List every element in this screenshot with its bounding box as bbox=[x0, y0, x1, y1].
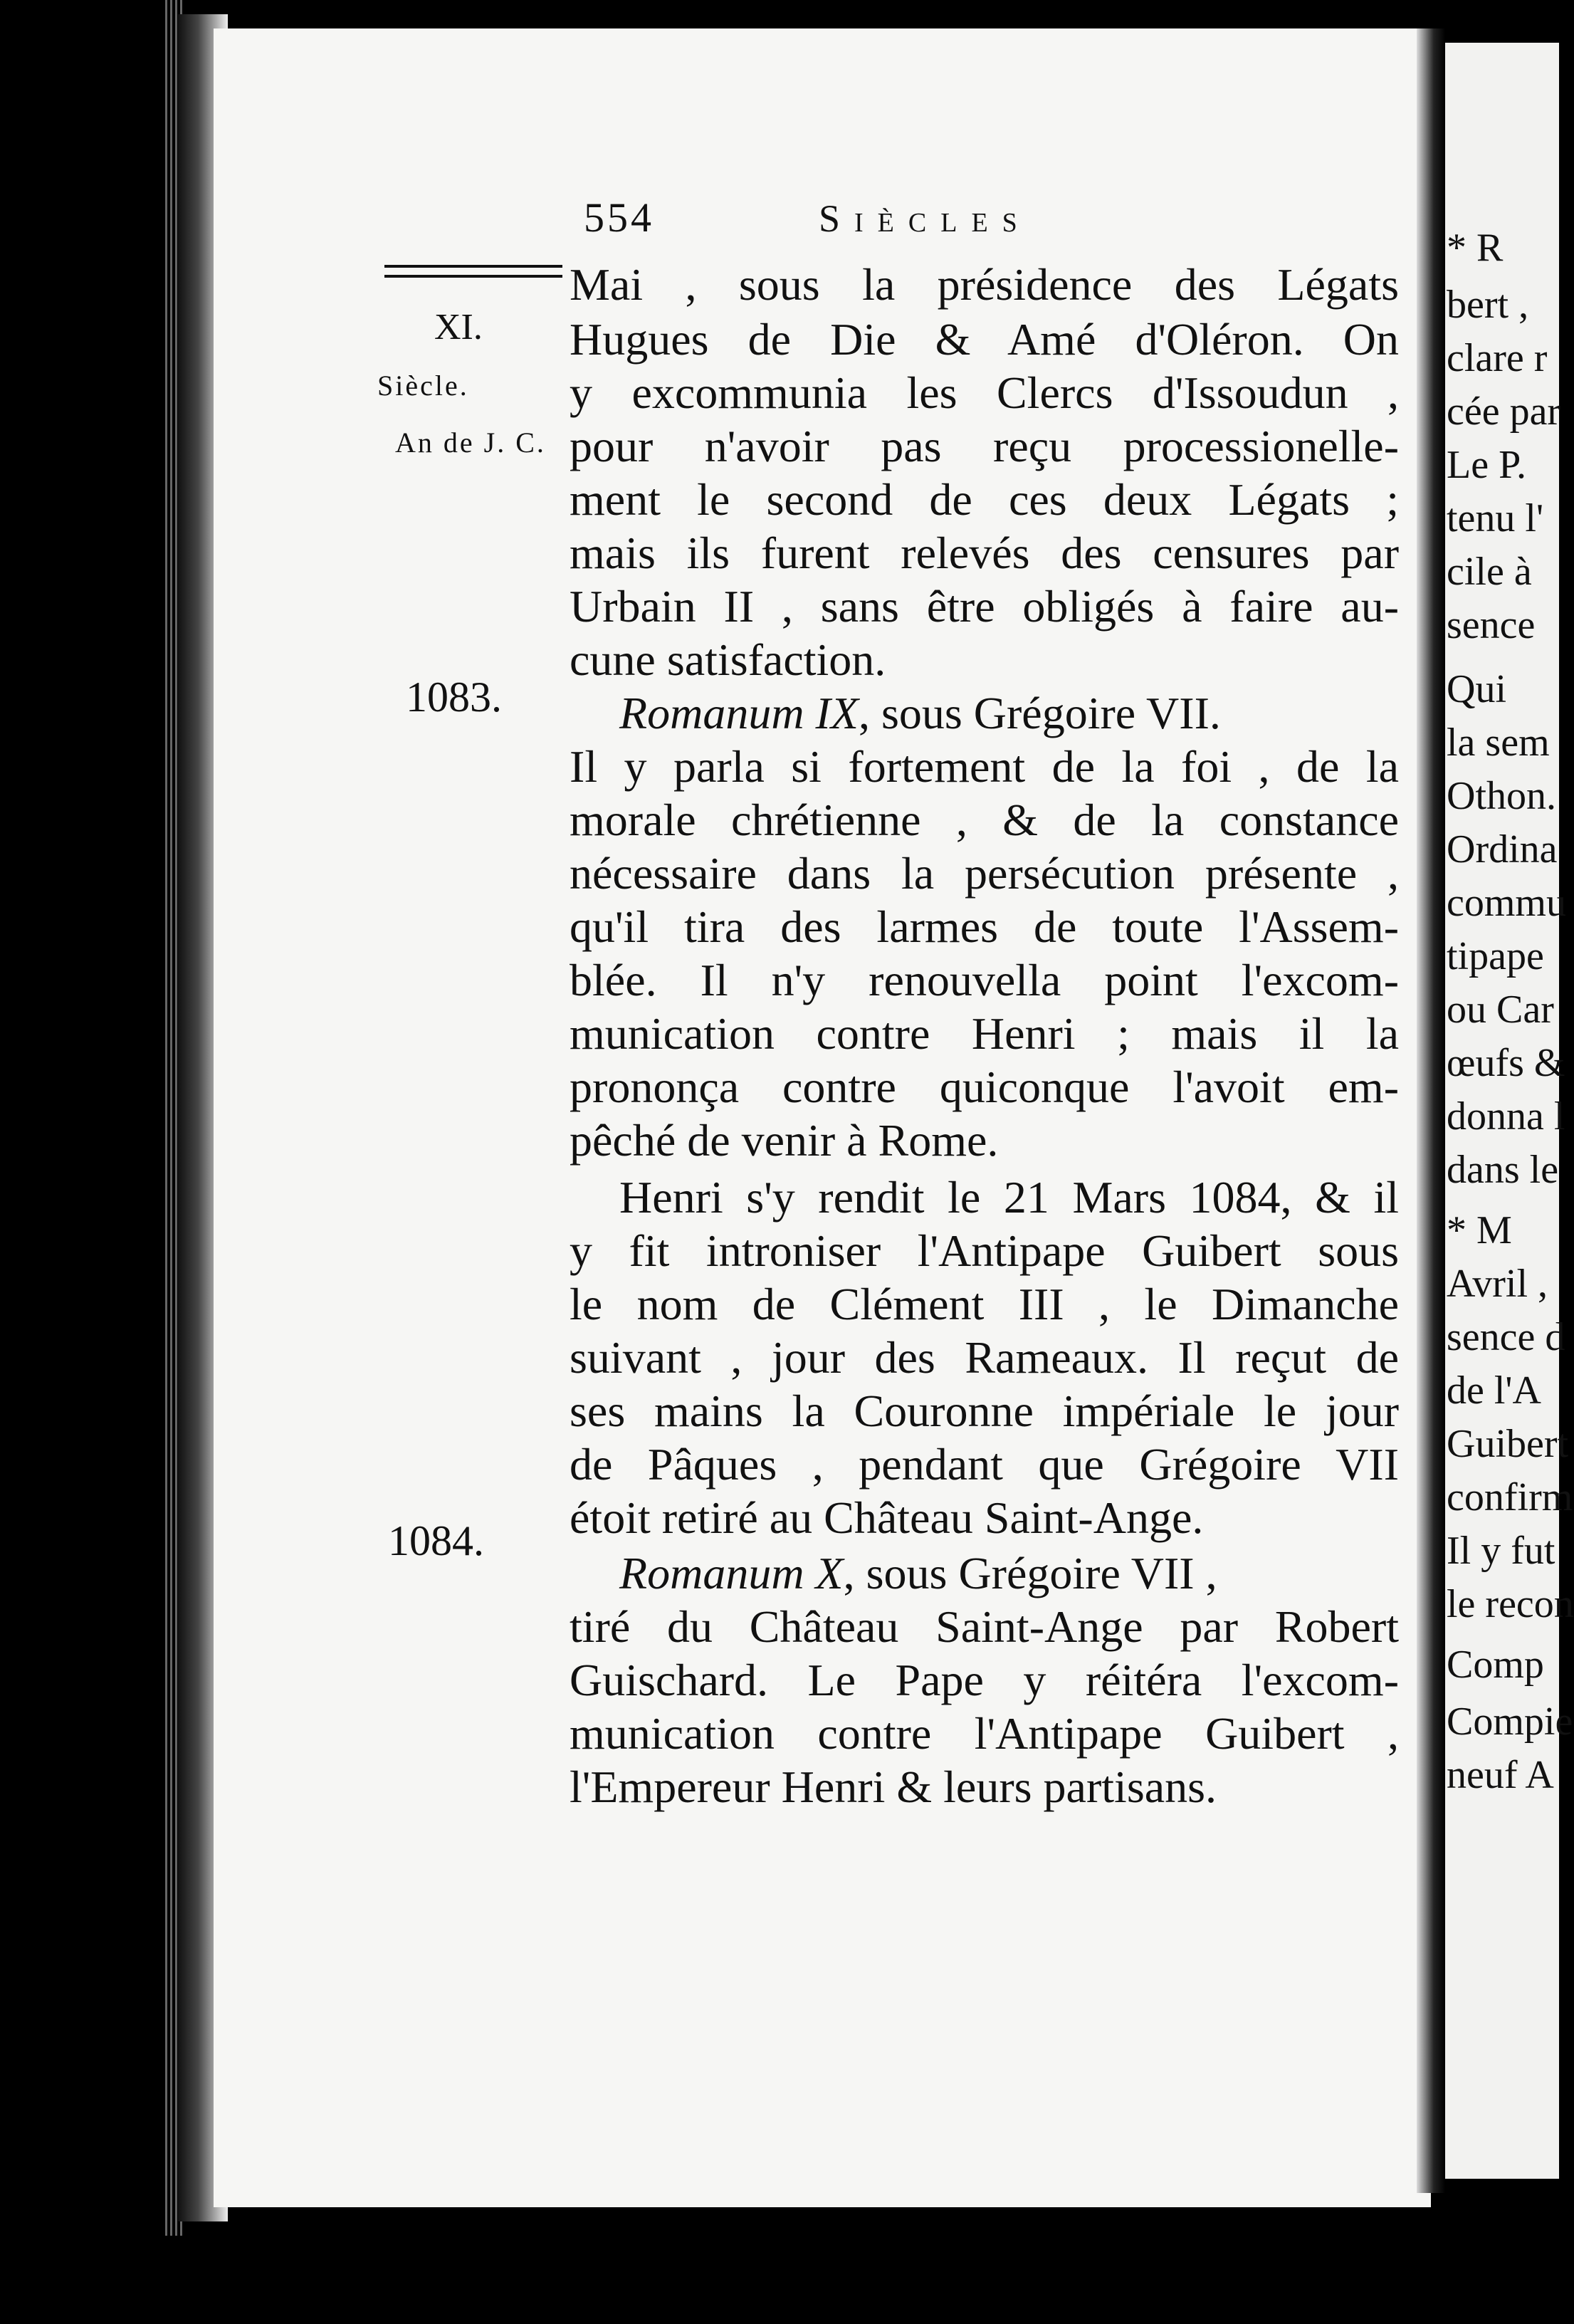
facing-page-line: Comp bbox=[1447, 1643, 1544, 1687]
facing-page-line: Il y fut bbox=[1447, 1529, 1555, 1573]
margin-rule bbox=[384, 265, 562, 278]
text-line-rest: , sous Grégoire VII. bbox=[858, 688, 1221, 738]
margin-year-1083: 1083. bbox=[406, 674, 502, 721]
text-line: Il y parla si fortement de la foi , de la bbox=[570, 741, 1399, 792]
text-line: suivant , jour des Rameaux. Il reçut de bbox=[570, 1332, 1399, 1383]
facing-page-line: sence bbox=[1447, 603, 1536, 647]
facing-page-line: œufs & bbox=[1447, 1041, 1565, 1085]
text-line: pour n'avoir pas reçu processionelle- bbox=[570, 421, 1399, 471]
text-line: le nom de Clément III , le Dimanche bbox=[570, 1279, 1399, 1329]
facing-page-line: Qui bbox=[1447, 667, 1506, 711]
facing-page-line: cile à bbox=[1447, 550, 1532, 594]
facing-page-line: commu bbox=[1447, 881, 1566, 925]
facing-page-line: dans le bbox=[1447, 1148, 1559, 1192]
facing-page-line: donna l bbox=[1447, 1094, 1565, 1139]
facing-page-line: clare r bbox=[1447, 336, 1548, 380]
facing-page-line: neuf A bbox=[1447, 1753, 1554, 1797]
facing-page-line: confirm bbox=[1447, 1475, 1573, 1519]
text-line: blée. Il n'y renouvella point l'excom- bbox=[570, 955, 1399, 1005]
text-line: Guischard. Le Pape y réitéra l'excom- bbox=[570, 1655, 1399, 1705]
facing-page-line: de l'A bbox=[1447, 1368, 1541, 1413]
text-line: Mai , sous la présidence des Légats bbox=[570, 259, 1399, 310]
facing-page-line: sence d bbox=[1447, 1315, 1565, 1359]
facing-page-line: Ordina bbox=[1447, 827, 1558, 872]
facing-page-line: tipape bbox=[1447, 934, 1544, 978]
text-line: Hugues de Die & Amé d'Oléron. On bbox=[570, 314, 1399, 365]
margin-siecle: Siècle. bbox=[377, 370, 469, 402]
text-line: nécessaire dans la persécution présente , bbox=[570, 848, 1399, 899]
facing-page-line: le recon bbox=[1447, 1582, 1574, 1626]
margin-an-de-jc: An de J. C. bbox=[395, 426, 546, 459]
text-line: morale chrétienne , & de la constance bbox=[570, 795, 1399, 845]
page-gutter bbox=[1417, 28, 1445, 2193]
facing-page-line: ou Car bbox=[1447, 988, 1554, 1032]
running-head: Siècles bbox=[819, 197, 1032, 240]
facing-page-line: Compie bbox=[1447, 1700, 1573, 1744]
text-line: mais ils furent relevés des censures par bbox=[570, 528, 1399, 578]
right-page-fragment bbox=[1445, 43, 1574, 2179]
text-line: cune satisfaction. bbox=[570, 634, 886, 685]
facing-page-line: Guibert bbox=[1447, 1422, 1569, 1466]
text-column bbox=[570, 0, 1402, 2136]
text-line: prononça contre quiconque l'avoit em- bbox=[570, 1062, 1399, 1112]
text-line: de Pâques , pendant que Grégoire VII bbox=[570, 1439, 1399, 1490]
text-line: munication contre Henri ; mais il la bbox=[570, 1008, 1399, 1059]
text-line: pêché de venir à Rome. bbox=[570, 1115, 999, 1166]
text-line: Urbain II , sans être obligés à faire au- bbox=[570, 581, 1399, 632]
margin-century: XI. bbox=[434, 307, 483, 347]
text-line: Henri s'y rendit le 21 Mars 1084, & il bbox=[619, 1172, 1399, 1223]
page-number: 554 bbox=[584, 194, 654, 241]
text-line: ment le second de ces deux Légats ; bbox=[570, 474, 1399, 525]
facing-page-line: Othon. bbox=[1447, 774, 1556, 818]
facing-page-line: * R bbox=[1447, 226, 1504, 270]
text-line: l'Empereur Henri & leurs partisans. bbox=[570, 1762, 1217, 1812]
text-line: y fit introniser l'Antipape Guibert sous bbox=[570, 1225, 1399, 1276]
facing-page-line: bert , bbox=[1447, 283, 1529, 327]
facing-page-line: Avril , bbox=[1447, 1262, 1548, 1306]
text-line: tiré du Château Saint-Ange par Robert bbox=[570, 1601, 1399, 1652]
text-line: ses mains la Couronne impériale le jour bbox=[570, 1386, 1399, 1436]
text-line: qu'il tira des larmes de toute l'Assem- bbox=[570, 901, 1399, 952]
text-line: étoit retiré au Château Saint-Ange. bbox=[570, 1492, 1204, 1543]
facing-page-line: cée par bbox=[1447, 389, 1561, 434]
facing-page-line: * M bbox=[1447, 1208, 1512, 1252]
text-line bbox=[570, 688, 1399, 738]
margin-year-1084: 1084. bbox=[388, 1517, 484, 1564]
text-line: y excommunia les Clercs d'Issoudun , bbox=[570, 367, 1399, 418]
facing-page-line: Le P. bbox=[1447, 443, 1526, 487]
facing-page-line: la sem bbox=[1447, 721, 1550, 765]
council-title: Romanum X bbox=[619, 1548, 844, 1598]
facing-page-line: tenu l' bbox=[1447, 496, 1544, 540]
text-line-rest: , sous Grégoire VII , bbox=[843, 1548, 1217, 1598]
text-line: munication contre l'Antipape Guibert , bbox=[570, 1708, 1399, 1759]
council-title: Romanum IX bbox=[619, 688, 859, 738]
text-line bbox=[570, 1548, 1399, 1598]
